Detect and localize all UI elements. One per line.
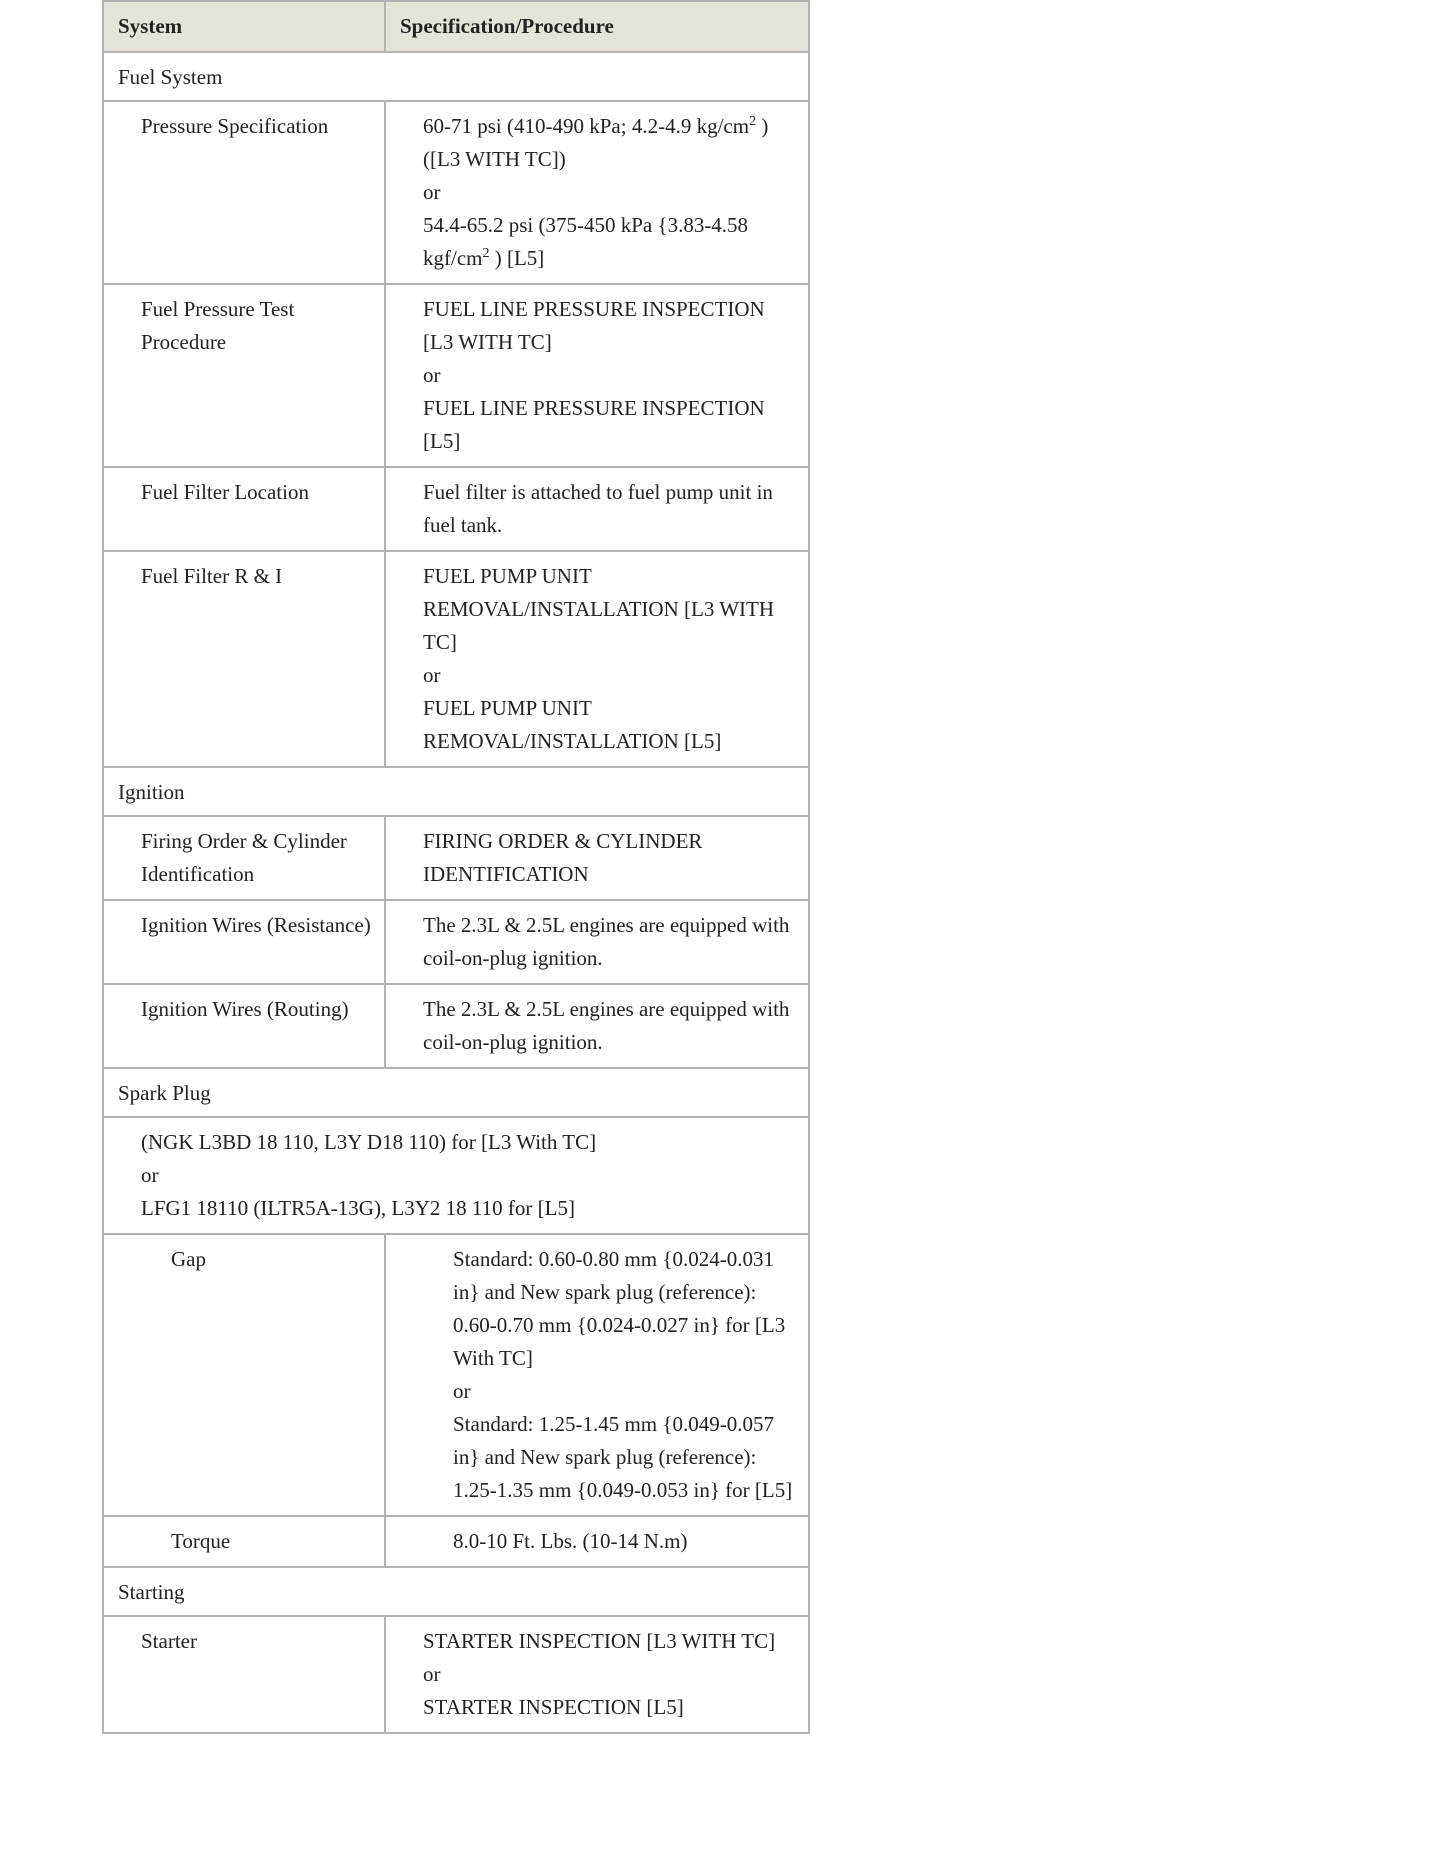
row-value-torque: 8.0-10 Ft. Lbs. (10-14 N.m) [385, 1516, 809, 1567]
table-row [103, 1616, 809, 1733]
row-value-fuel-filter-ri [385, 551, 809, 767]
table-row [103, 101, 809, 284]
table-header-row [103, 1, 809, 52]
row-value-fuel-filter-location: Fuel filter is attached to fuel pump unit in fuel tank. [385, 467, 809, 551]
section-row-spark-plug [103, 1068, 809, 1117]
pressure-line-1: 60-71 psi (410-490 kPa; 4.2-4.9 kg/cm [423, 114, 750, 138]
row-label-gap: Gap [103, 1234, 385, 1516]
section-title-spark-plug: Spark Plug [103, 1068, 809, 1117]
header-specification: Specification/Procedure [385, 1, 809, 52]
spark-desc-line-1: (NGK L3BD 18 110, L3Y D18 110) for [L3 With TC] [141, 1130, 597, 1154]
section-title-starting: Starting [103, 1567, 809, 1616]
filter-ri-line-1: FUEL PUMP UNIT REMOVAL/INSTALLATION [L3 WITH TC] [423, 564, 775, 654]
row-value-ignition-wires-resistance: The 2.3L & 2.5L engines are equipped with coil-on-plug ignition. [385, 900, 809, 984]
section-row-starting [103, 1567, 809, 1616]
table-row [103, 900, 809, 984]
gap-line-2: Standard: 1.25-1.45 mm {0.049-0.057 in} and New spark plug (reference): 1.25-1.35 mm {0.049-0.053 in} for [L5] [453, 1412, 793, 1502]
row-label-ignition-wires-routing: Ignition Wires (Routing) [103, 984, 385, 1068]
table-row [103, 984, 809, 1068]
table-row [103, 816, 809, 900]
section-title-ignition: Ignition [103, 767, 809, 816]
row-value-fuel-pressure-test [385, 284, 809, 467]
row-value-gap [385, 1234, 809, 1516]
gap-line-1: Standard: 0.60-0.80 mm {0.024-0.031 in} and New spark plug (reference): 0.60-0.70 mm {0.024-0.027 in} for [L3 With TC] [453, 1247, 786, 1370]
row-label-ignition-wires-resistance: Ignition Wires (Resistance) [103, 900, 385, 984]
gap-or: or [453, 1379, 471, 1403]
filter-ri-line-2: FUEL PUMP UNIT REMOVAL/INSTALLATION [L5] [423, 696, 722, 753]
table-row [103, 467, 809, 551]
spark-desc-line-2: LFG1 18110 (ILTR5A-13G), L3Y2 18 110 for [L5] [141, 1196, 575, 1220]
row-value-starter [385, 1616, 809, 1733]
table-row [103, 551, 809, 767]
specification-table [102, 0, 810, 1734]
table-row [103, 1117, 809, 1234]
pressure-line-2: ([L3 WITH TC]) [423, 147, 566, 171]
test-or: or [423, 363, 441, 387]
row-label-starter: Starter [103, 1616, 385, 1733]
row-label-firing-order: Firing Order & Cylinder Identification [103, 816, 385, 900]
superscript: 2 [749, 114, 757, 129]
pressure-line-3: 54.4-65.2 psi (375-450 kPa {3.83-4.58 [423, 213, 749, 237]
row-value-pressure-specification [385, 101, 809, 284]
pressure-line-1-end: ) [756, 114, 769, 138]
spark-plug-description [103, 1117, 809, 1234]
filter-ri-or: or [423, 663, 441, 687]
row-value-ignition-wires-routing: The 2.3L & 2.5L engines are equipped with coil-on-plug ignition. [385, 984, 809, 1068]
table-row [103, 284, 809, 467]
superscript: 2 [482, 246, 490, 261]
row-value-firing-order: FIRING ORDER & CYLINDER IDENTIFICATION [385, 816, 809, 900]
section-row-fuel-system [103, 52, 809, 101]
test-line-1: FUEL LINE PRESSURE INSPECTION [L3 WITH TC] [423, 297, 765, 354]
starter-or: or [423, 1662, 441, 1686]
starter-line-2: STARTER INSPECTION [L5] [423, 1695, 684, 1719]
header-system: System [103, 1, 385, 52]
section-row-ignition [103, 767, 809, 816]
spark-desc-or: or [141, 1163, 159, 1187]
row-label-fuel-pressure-test: Fuel Pressure Test Procedure [103, 284, 385, 467]
starter-line-1: STARTER INSPECTION [L3 WITH TC] [423, 1629, 776, 1653]
row-label-pressure-specification: Pressure Specification [103, 101, 385, 284]
row-label-fuel-filter-location: Fuel Filter Location [103, 467, 385, 551]
table-row [103, 1516, 809, 1567]
row-label-torque: Torque [103, 1516, 385, 1567]
table-row [103, 1234, 809, 1516]
test-line-2: FUEL LINE PRESSURE INSPECTION [L5] [423, 396, 765, 453]
pressure-line-4-end: ) [L5] [489, 246, 545, 270]
row-label-fuel-filter-ri: Fuel Filter R & I [103, 551, 385, 767]
pressure-or: or [423, 180, 441, 204]
pressure-line-4: kgf/cm [423, 246, 483, 270]
section-title-fuel-system: Fuel System [103, 52, 809, 101]
